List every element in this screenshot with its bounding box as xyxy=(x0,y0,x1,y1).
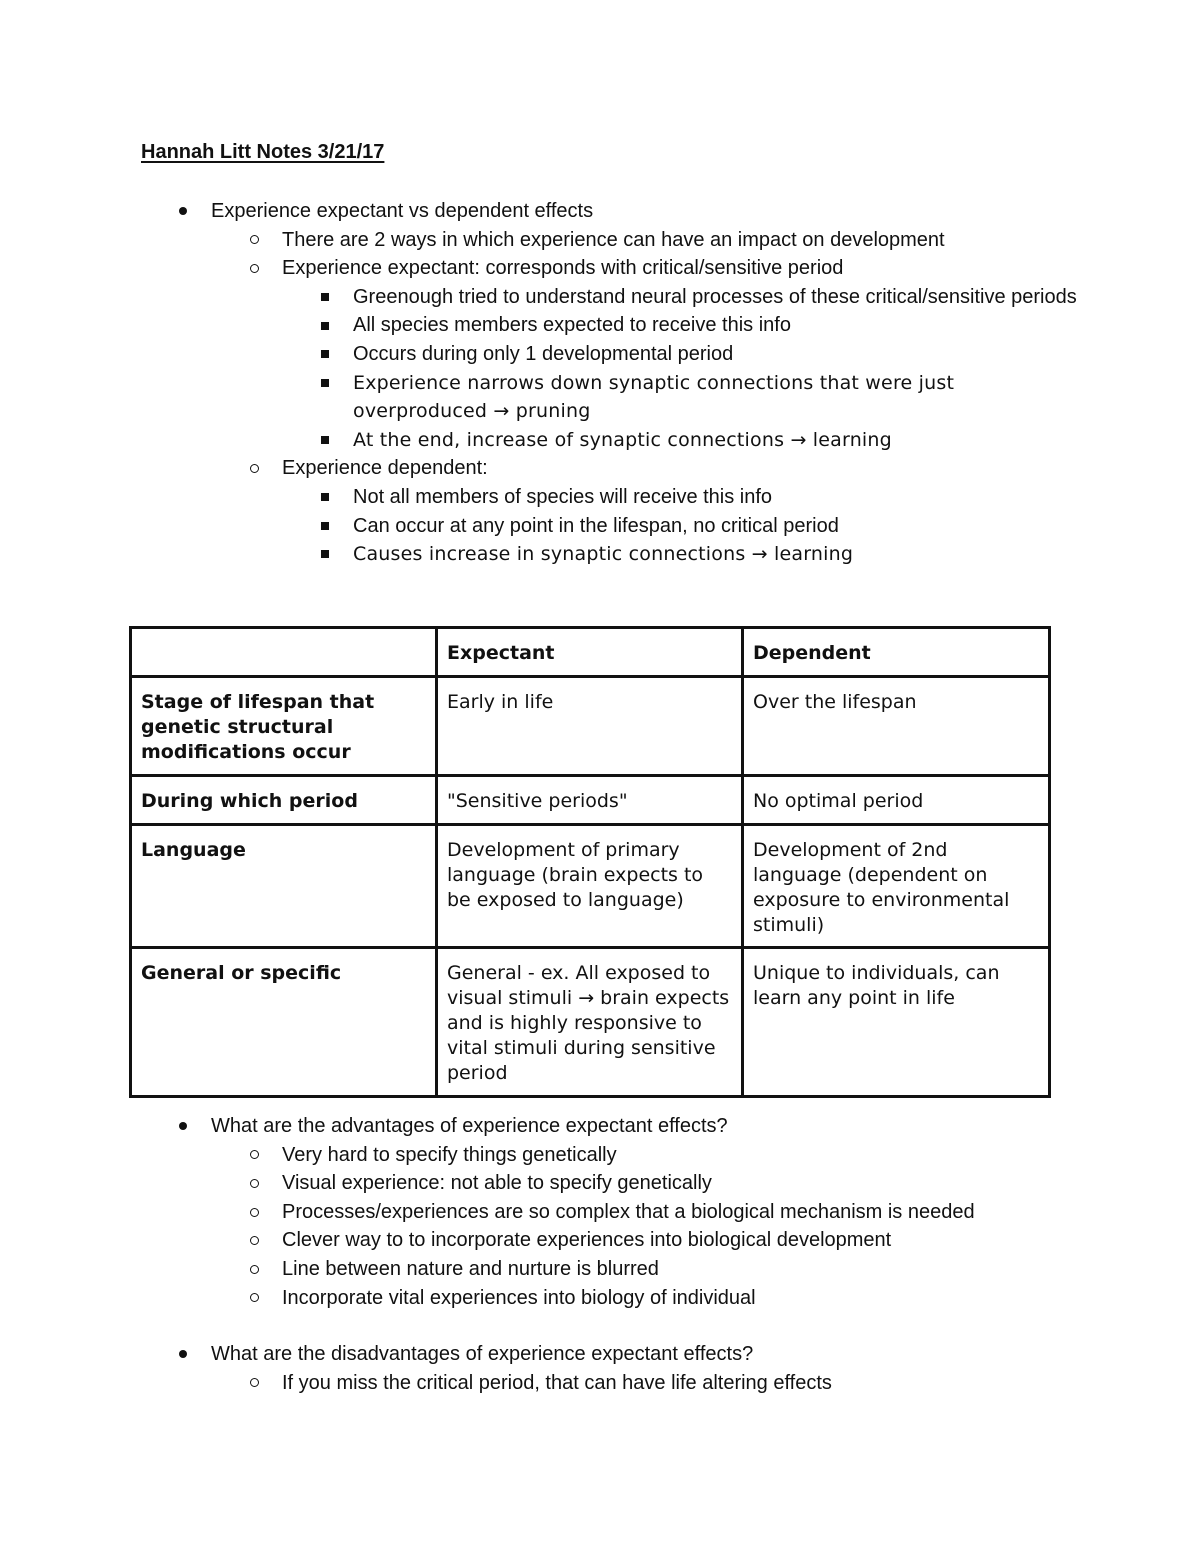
list-item: If you miss the critical period, that can have life altering effects xyxy=(0,1369,1200,1398)
table-cell: "Sensitive periods" xyxy=(437,776,743,825)
list-item: Incorporate vital experiences into biology of individual xyxy=(0,1284,1200,1313)
list-item: Experience dependent: xyxy=(0,454,1200,483)
bullet-circle-icon xyxy=(244,1284,264,1313)
table-cell: Early in life xyxy=(437,677,743,776)
bullet-circle-icon xyxy=(244,226,264,255)
table-cell: Unique to individuals, can learn any point in life xyxy=(743,948,1050,1097)
bullet-circle-icon xyxy=(244,254,264,283)
row-label-cell: General or specific xyxy=(131,948,437,1097)
row-label-cell: During which period xyxy=(131,776,437,825)
table-cell: General - ex. All exposed to visual stimuli → brain expects and is highly responsive to vital stimuli during sensitive period xyxy=(437,948,743,1097)
bullet-square-icon xyxy=(315,483,335,512)
list-item: Not all members of species will receive this info xyxy=(0,483,1200,512)
bullet-dot-icon xyxy=(173,1340,193,1369)
bullet-circle-icon xyxy=(244,1169,264,1198)
list-item: Greenough tried to understand neural processes of these critical/sensitive periods xyxy=(0,283,1200,312)
table-header-cell: Dependent xyxy=(743,628,1050,677)
bullet-square-icon xyxy=(315,426,335,455)
bullet-circle-icon xyxy=(244,1369,264,1398)
row-label-cell: Language xyxy=(131,825,437,948)
table-cell: Over the lifespan xyxy=(743,677,1050,776)
list-item: Processes/experiences are so complex that a biological mechanism is needed xyxy=(0,1198,1200,1227)
bullet-square-icon xyxy=(315,311,335,340)
table-cell: No optimal period xyxy=(743,776,1050,825)
list-item: Experience expectant: corresponds with critical/sensitive period xyxy=(0,254,1200,283)
bullet-circle-icon xyxy=(244,1226,264,1255)
list-item: All species members expected to receive this info xyxy=(0,311,1200,340)
list-item: There are 2 ways in which experience can have an impact on development xyxy=(0,226,1200,255)
table-row xyxy=(131,825,1050,948)
list-item: Line between nature and nurture is blurred xyxy=(0,1255,1200,1284)
bullet-dot-icon xyxy=(173,197,193,226)
list-item: Visual experience: not able to specify genetically xyxy=(0,1169,1200,1198)
list-item: What are the disadvantages of experience expectant effects? xyxy=(0,1340,1200,1369)
list-item: What are the advantages of experience expectant effects? xyxy=(0,1112,1200,1141)
bullet-square-icon xyxy=(315,283,335,312)
bullet-square-icon xyxy=(315,340,335,369)
notes-list-2 xyxy=(0,1112,1200,1312)
list-item: Occurs during only 1 developmental period xyxy=(0,340,1200,369)
table-cell: Development of 2nd language (dependent on exposure to environmental stimuli) xyxy=(743,825,1050,948)
table-header-cell: Expectant xyxy=(437,628,743,677)
notes-list-1 xyxy=(0,197,1200,569)
bullet-circle-icon xyxy=(244,1255,264,1284)
notes-list-3 xyxy=(0,1340,1200,1397)
list-item: Experience narrows down synaptic connections that were just overproduced → pruning xyxy=(0,369,1200,426)
list-item: Clever way to to incorporate experiences into biological development xyxy=(0,1226,1200,1255)
list-item: Causes increase in synaptic connections → learning xyxy=(0,540,1200,569)
table-row xyxy=(131,948,1050,1097)
bullet-circle-icon xyxy=(244,454,264,483)
comparison-table xyxy=(129,626,1051,1098)
row-label-cell: Stage of lifespan that genetic structural modifications occur xyxy=(131,677,437,776)
page-title: Hannah Litt Notes 3/21/17 xyxy=(141,141,385,163)
table-header-row xyxy=(131,628,1050,677)
list-item: Can occur at any point in the lifespan, no critical period xyxy=(0,512,1200,541)
bullet-square-icon xyxy=(315,369,335,398)
table-header-cell xyxy=(131,628,437,677)
table-row xyxy=(131,776,1050,825)
table-cell: Development of primary language (brain expects to be exposed to language) xyxy=(437,825,743,948)
list-item: At the end, increase of synaptic connections → learning xyxy=(0,426,1200,455)
bullet-square-icon xyxy=(315,512,335,541)
list-item: Very hard to specify things genetically xyxy=(0,1141,1200,1170)
bullet-circle-icon xyxy=(244,1198,264,1227)
list-item: Experience expectant vs dependent effects xyxy=(0,197,1200,226)
table-row xyxy=(131,677,1050,776)
bullet-circle-icon xyxy=(244,1141,264,1170)
bullet-dot-icon xyxy=(173,1112,193,1141)
bullet-square-icon xyxy=(315,540,335,569)
